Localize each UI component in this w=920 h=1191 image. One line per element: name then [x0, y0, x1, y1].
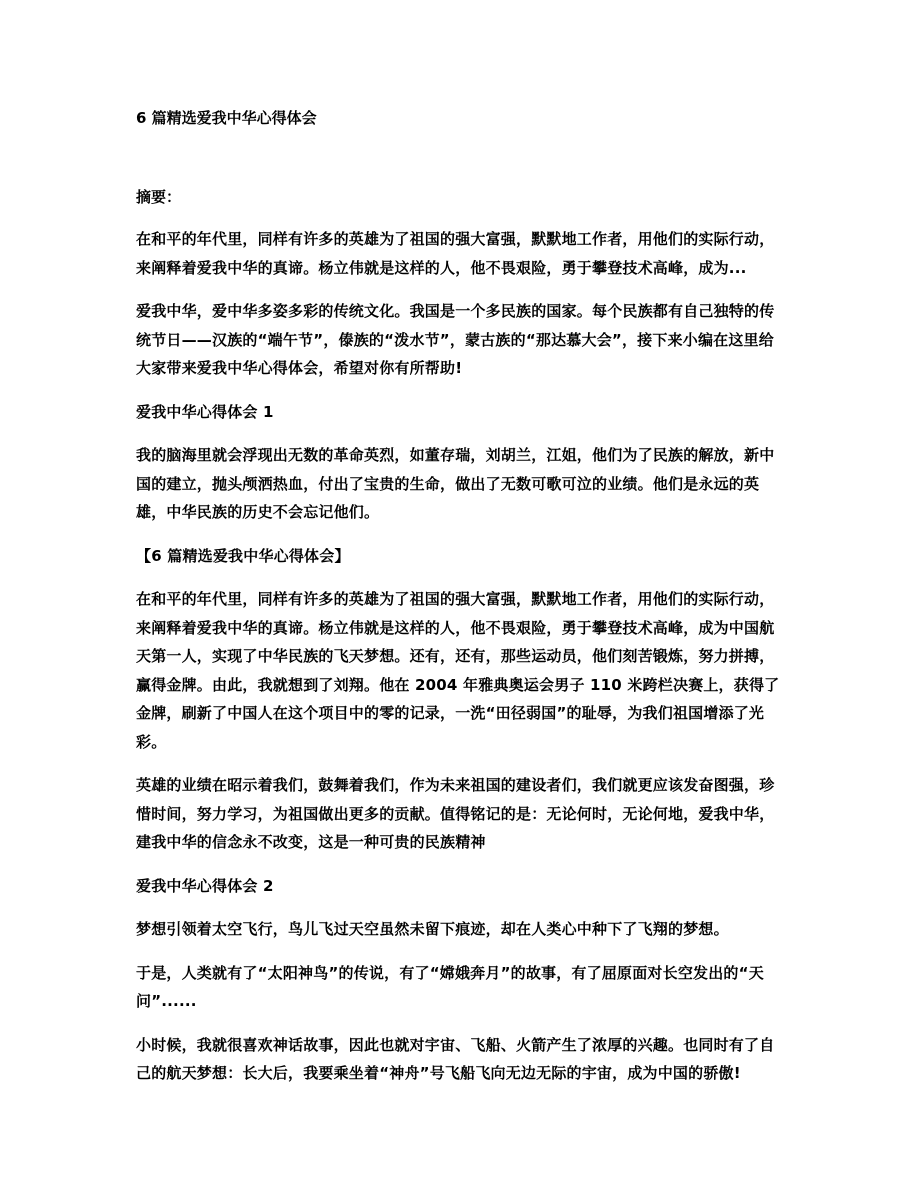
section-heading-2: 爱我中华心得体会 2	[136, 876, 274, 895]
paragraph: 英雄的业绩在昭示着我们，鼓舞着我们，作为未来祖国的建设者们，我们就更应该发奋图强，珍惜时间，努力学习，为祖国做出更多的贡献。值得铭记的是：无论何时，无论何地，爱我中华，建我中华的信念永不改变，这是一种可贵的民族精神	[136, 776, 775, 851]
section-heading-1: 爱我中华心得体会 1	[136, 402, 274, 421]
paragraph: 梦想引领着太空飞行，鸟儿飞过天空虽然未留下痕迹，却在人类心中种下了飞翔的梦想。	[136, 920, 729, 938]
document-body	[136, 225, 784, 1103]
document-title: 6 篇精选爱我中华心得体会	[136, 109, 317, 127]
abstract-label: 摘要：	[136, 188, 182, 206]
paragraph: 小时候，我就很喜欢神话故事，因此也就对宇宙、飞船、火箭产生了浓厚的兴趣。也同时有了自己的航天梦想：长大后，我要乘坐着“神舟”号飞船飞向无边无际的宇宙，成为中国的骄傲!	[136, 1035, 775, 1082]
paragraph: 在和平的年代里，同样有许多的英雄为了祖国的强大富强，默默地工作者，用他们的实际行动，来阐释着爱我中华的真谛。杨立伟就是这样的人，他不畏艰险，勇于攀登技术高峰，成为中国航天第一人，实现了中华民族的飞天梦想。还有，还有，那些运动员，他们刻苦锻炼，努力拼搏，赢得金牌。由此，我就想到了刘翔。他在 2004 年雅典奥运会男子 110 米跨栏决赛上，获得了金牌，刷新了中国人在这个项目中的零的记录，一洗“田径弱国”的耻辱，为我们祖国增添了光彩。	[136, 590, 780, 751]
paragraph: 于是，人类就有了“太阳神鸟”的传说，有了“嫦娥奔月”的故事，有了屈原面对长空发出的“天问”......	[136, 963, 764, 1010]
paragraph: 我的脑海里就会浮现出无数的革命英烈，如董存瑞，刘胡兰，江姐，他们为了民族的解放，新中国的建立，抛头颅洒热血，付出了宝贵的生命，做出了无数可歌可泣的业绩。他们是永远的英雄，中华民族的历史不会忘记他们。	[136, 446, 775, 521]
paragraph-summary: 在和平的年代里，同样有许多的英雄为了祖国的强大富强，默默地工作者，用他们的实际行动，来阐释着爱我中华的真谛。杨立伟就是这样的人，他不畏艰险，勇于攀登技术高峰，成为...	[136, 230, 775, 277]
paragraph-intro: 爱我中华，爱中华多姿多彩的传统文化。我国是一个多民族的国家。每个民族都有自己独特的传统节日——汉族的“端午节”，傣族的“泼水节”，蒙古族的“那达慕大会”，接下来小编在这里给大家带来爱我中华心得体会，希望对你有所帮助!	[136, 302, 775, 377]
bracket-heading: 【6 篇精选爱我中华心得体会】	[136, 546, 350, 565]
